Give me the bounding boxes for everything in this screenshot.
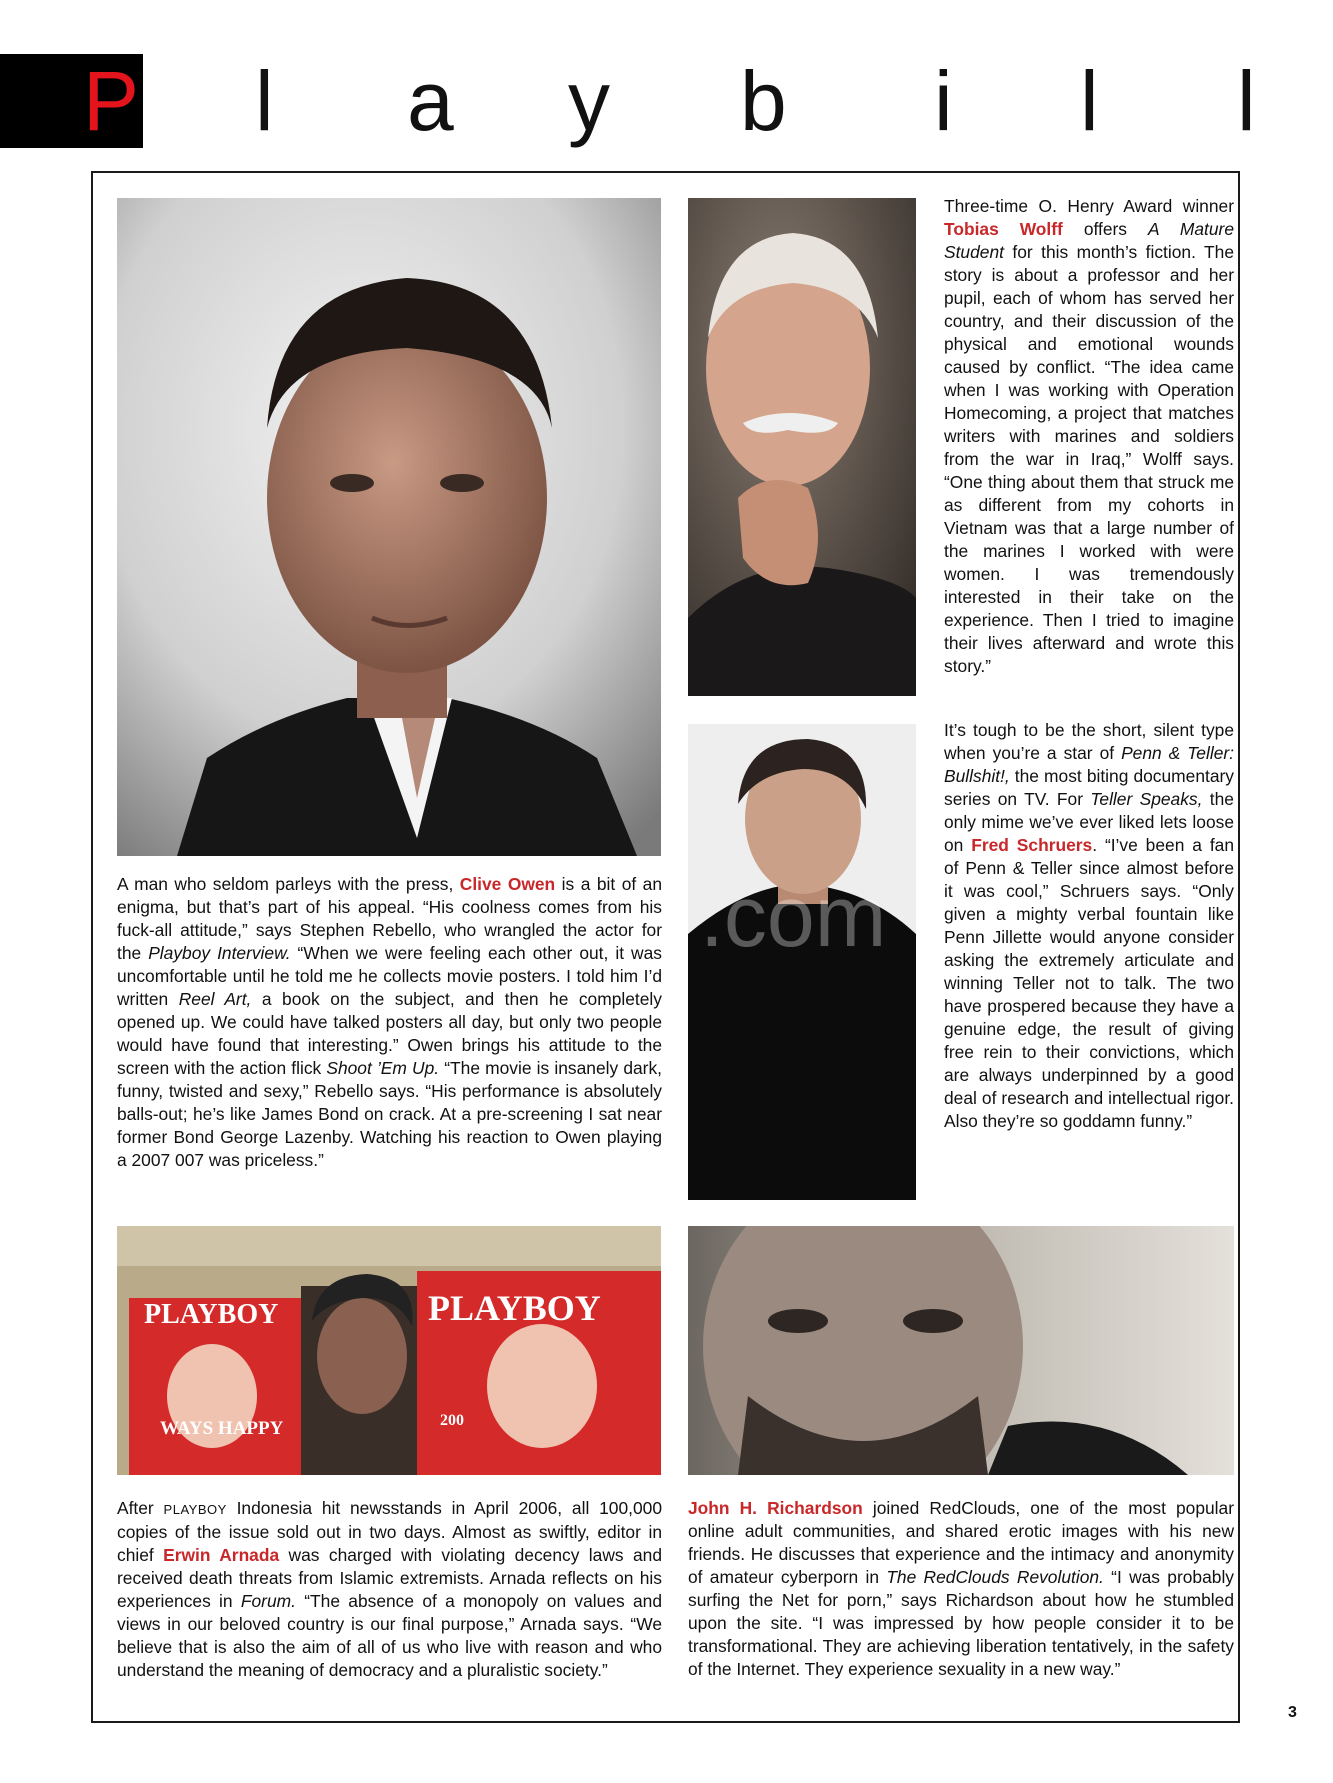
playboy-brand: PLAYBOY	[163, 1502, 227, 1517]
watermark: .com	[700, 869, 887, 965]
clive-owen-photo	[117, 198, 661, 856]
fred-schruers-name: Fred Schruers	[971, 835, 1093, 855]
arnada-text-4: “The absence of a monopoly on values and views in our beloved country is our final purpose,” Arnada says. “We believe that is also the aim of all of us who live with reason and who understand the meaning of democracy and a pluralistic society.”	[117, 1591, 662, 1680]
tobias-wolff-article	[944, 195, 1234, 678]
header-letter-l1: l	[255, 54, 274, 148]
header-letter-y: y	[568, 54, 610, 148]
header-letter-p: P	[83, 54, 140, 148]
owen-italic-2: Reel Art,	[178, 989, 252, 1009]
erwin-arnada-name: Erwin Arnada	[163, 1545, 280, 1565]
fred-schruers-article	[944, 719, 1234, 1133]
arnada-text-1: After	[117, 1498, 164, 1518]
richardson-text-1: joined RedClouds, one of the most popular online adult communities, and shared erotic images with his new friends. He discusses that experience and the intimacy and anonymity of amateur cyberporn in	[688, 1498, 1235, 1587]
schruers-italic-2: Teller Speaks,	[1090, 789, 1203, 809]
magazine-right-number: 200	[440, 1412, 464, 1429]
wolff-italic-1: A Mature Student	[944, 219, 1234, 262]
owen-text-3: “When we were feeling each other out, it was uncomfortable until he told me he collects movie posters. I told him I’d written	[117, 943, 662, 1009]
tobias-wolff-photo	[688, 198, 916, 696]
header-letter-l2: l	[1080, 54, 1099, 148]
owen-text-1: A man who seldom parleys with the press,	[117, 874, 460, 894]
header-letter-l3: l	[1237, 54, 1256, 148]
schruers-text-3: the only mime we’ve ever liked lets loose on	[944, 789, 1234, 855]
schruers-italic-1: Penn & Teller: Bullshit!,	[944, 743, 1234, 786]
magazine-left-cover-line: WAYS HAPPY	[160, 1418, 284, 1439]
john-richardson-name: John H. Richardson	[688, 1498, 863, 1518]
richardson-text-2: “I was probably surfing the Net for porn,” says Richardson about how he stumbled upon the site. “I was impressed by how people consider it to be transformational. They are achieving liberation tentatively, in the safety of the Internet. They experience sexuality in a new way.”	[688, 1567, 1234, 1679]
erwin-arnada-article	[117, 1497, 662, 1682]
clive-owen-name: Clive Owen	[459, 874, 556, 894]
clive-owen-article	[117, 873, 662, 1172]
schruers-text-1: It’s tough to be the short, silent type when you’re a star of	[944, 720, 1234, 763]
arnada-text-2: Indonesia hit newsstands in April 2006, all 100,000 copies of the issue sold out in two days. Almost as swiftly, editor in chief	[117, 1498, 662, 1565]
wolff-text-2: offers	[1062, 219, 1148, 239]
john-richardson-article	[688, 1497, 1234, 1681]
schruers-text-2: the most biting documentary series on TV. For	[944, 766, 1234, 809]
john-richardson-photo	[688, 1226, 1234, 1475]
page-number: 3	[1288, 1704, 1297, 1721]
richardson-italic-1: The RedClouds Revolution.	[886, 1567, 1104, 1587]
arnada-text-3: was charged with violating decency laws and received death threats from Islamic extremists. Arnada reflects on his experiences in	[117, 1545, 662, 1611]
tobias-wolff-name: Tobias Wolff	[944, 219, 1063, 239]
magazine-left-title: PLAYBOY	[144, 1299, 279, 1330]
schruers-text-4: . “I’ve been a fan of Penn & Teller since almost before it was cool,” Schruers says. “Only given a mighty verbal fountain like Penn Jillette would anyone consider asking the extremely articulate and winning Teller not to talk. The two have prospered because they have a genuine edge, the result of giving free rein to their convictions, which are always underpinned by a good deal of research and intellectual rigor. Also they’re so goddamn funny.”	[944, 835, 1234, 1131]
magazine-right-title: PLAYBOY	[428, 1288, 601, 1328]
owen-italic-3: Shoot ’Em Up.	[326, 1058, 440, 1078]
header-letter-b: b	[740, 54, 787, 148]
header-letter-i: i	[934, 54, 953, 148]
owen-text-2: is a bit of an enigma, but that’s part of his appeal. “His coolness comes from his fuck-all attitude,” says Stephen Rebello, who wrangled the actor for the	[117, 874, 663, 963]
arnada-italic-1: Forum.	[240, 1591, 296, 1611]
header-letter-a: a	[407, 54, 454, 148]
owen-text-5: “The movie is insanely dark, funny, twisted and sexy,” Rebello says. “His performance is absolutely balls-out; he’s like James Bond on crack. At a pre-screening I sat near former Bond George Lazenby. Watching his reaction to Owen playing a 2007 007 was priceless.”	[117, 1058, 662, 1170]
wolff-text-3: for this month’s fiction. The story is about a professor and her pupil, each of whom has served her country, and their discussion of the physical and emotional wounds caused by conflict. “The idea came when I was working with Operation Homecoming, a project that matches writers with marines and soldiers from the war in Iraq,” Wolff says. “One thing about them that struck me as different from my cohorts in Vietnam was that a large number of the marines I worked with were women. I was tremendously interested in their take on the experience. Then I tried to imagine their lives afterward and wrote this story.”	[944, 242, 1234, 676]
owen-italic-1: Playboy Interview.	[148, 943, 291, 963]
wolff-text-1: Three-time O. Henry Award winner	[944, 196, 1234, 216]
owen-text-4: a book on the subject, and then he completely opened up. We could have talked posters all day, but only two people would have found that interesting.” Owen brings his attitude to the screen with the action flick	[117, 989, 662, 1078]
